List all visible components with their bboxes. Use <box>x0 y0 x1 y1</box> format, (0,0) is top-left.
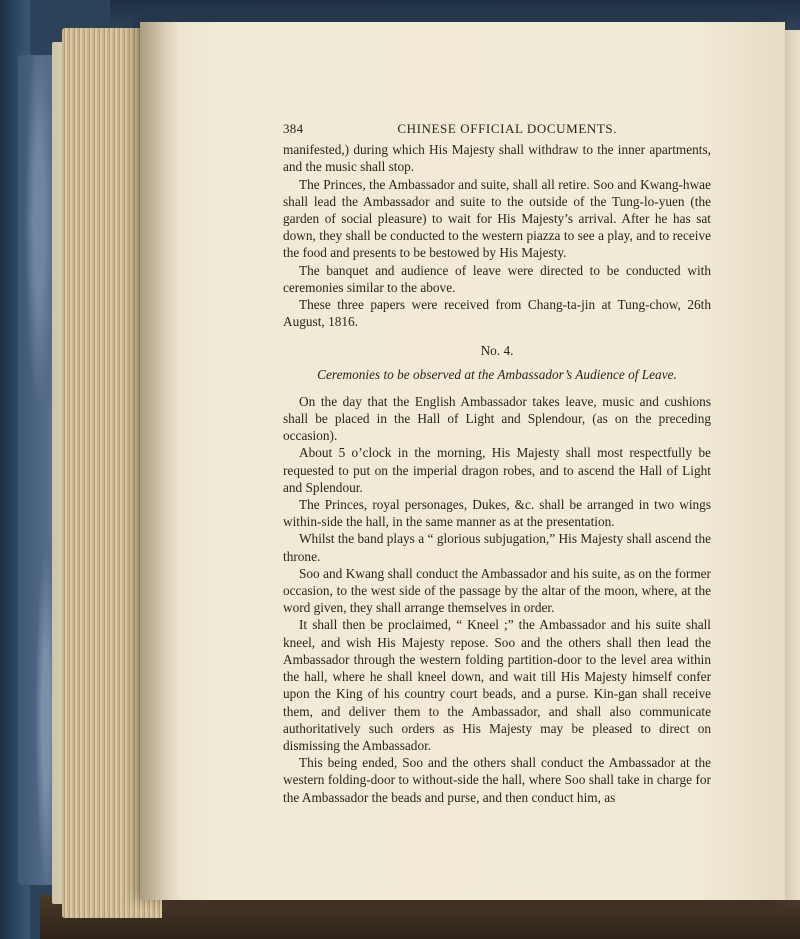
paragraph: The Princes, royal personages, Dukes, &c. shall be arranged in two wings within-side the hall, in the same manner as at the presentation. <box>283 497 711 530</box>
section-number: No. 4. <box>480 343 514 359</box>
section-title: Ceremonies to be observed at the Ambassador’s Audience of Leave. <box>317 366 677 382</box>
paragraph: About 5 o’clock in the morning, His Majesty shall most respectfully be requested to put on the imperial dragon robes, and to ascend the Hall of Light and Splendour. <box>283 445 711 495</box>
page-header <box>283 120 711 137</box>
paragraph: Soo and Kwang shall conduct the Ambassador and his suite, as on the former occasion, to the west side of the passage by the altar of the moon, where, at the word given, they shall arrange themselves in order. <box>283 565 711 616</box>
page-text-block <box>283 120 711 806</box>
page-number: 384 <box>283 121 304 136</box>
paragraph: These three papers were received from Chang-ta-jin at Tung-chow, 26th August, 1816. <box>283 297 711 330</box>
paragraph: The banquet and audience of leave were directed to be conducted with ceremonies similar to the above. <box>283 262 711 295</box>
paragraph: This being ended, Soo and the others shall conduct the Ambassador at the western folding-door to without-side the hall, where Soo shall take in charge for the Ambassador the beads and purse, and then conduct him, as <box>283 755 711 805</box>
paragraph: It shall then be proclaimed, “ Kneel ;” the Ambassador and his suite shall kneel, and wish His Majesty repose. Soo and the others shall then lead the Ambassador through the western folding partition-door to the level area within the hall, where he shall kneel down, and wait till His Majesty himself confer upon the King of his country court beads, and a purse. Kin-gan shall receive them, and deliver them to the Ambassador, and shall also communicate authoritatively such orders as His Majesty may be pleased to direct on dismissing the Ambassador. <box>283 617 711 753</box>
paragraph: The Princes, the Ambassador and suite, shall all retire. Soo and Kwang-hwae shall lead the Ambassador and suite to the outside of the Tung-lo-yuen (the garden of social pleasure) to wait for His Majesty’s arrival. After he has sat down, they shall be conducted to the western piazza to see a play, and to receive the food and presents to be bestowed by His Majesty. <box>283 176 711 261</box>
running-head: CHINESE OFFICIAL DOCUMENTS. <box>397 121 618 136</box>
paragraph: manifested,) during which His Majesty shall withdraw to the inner apartments, and the music shall stop. <box>283 142 711 175</box>
paragraph: Whilst the band plays a “ glorious subjugation,” His Majesty shall ascend the throne. <box>283 531 711 564</box>
paragraph: On the day that the English Ambassador takes leave, music and cushions shall be placed in the Hall of Light and Splendour, (as on the preceding occasion). <box>283 393 711 444</box>
gutter-shadow <box>140 22 180 900</box>
